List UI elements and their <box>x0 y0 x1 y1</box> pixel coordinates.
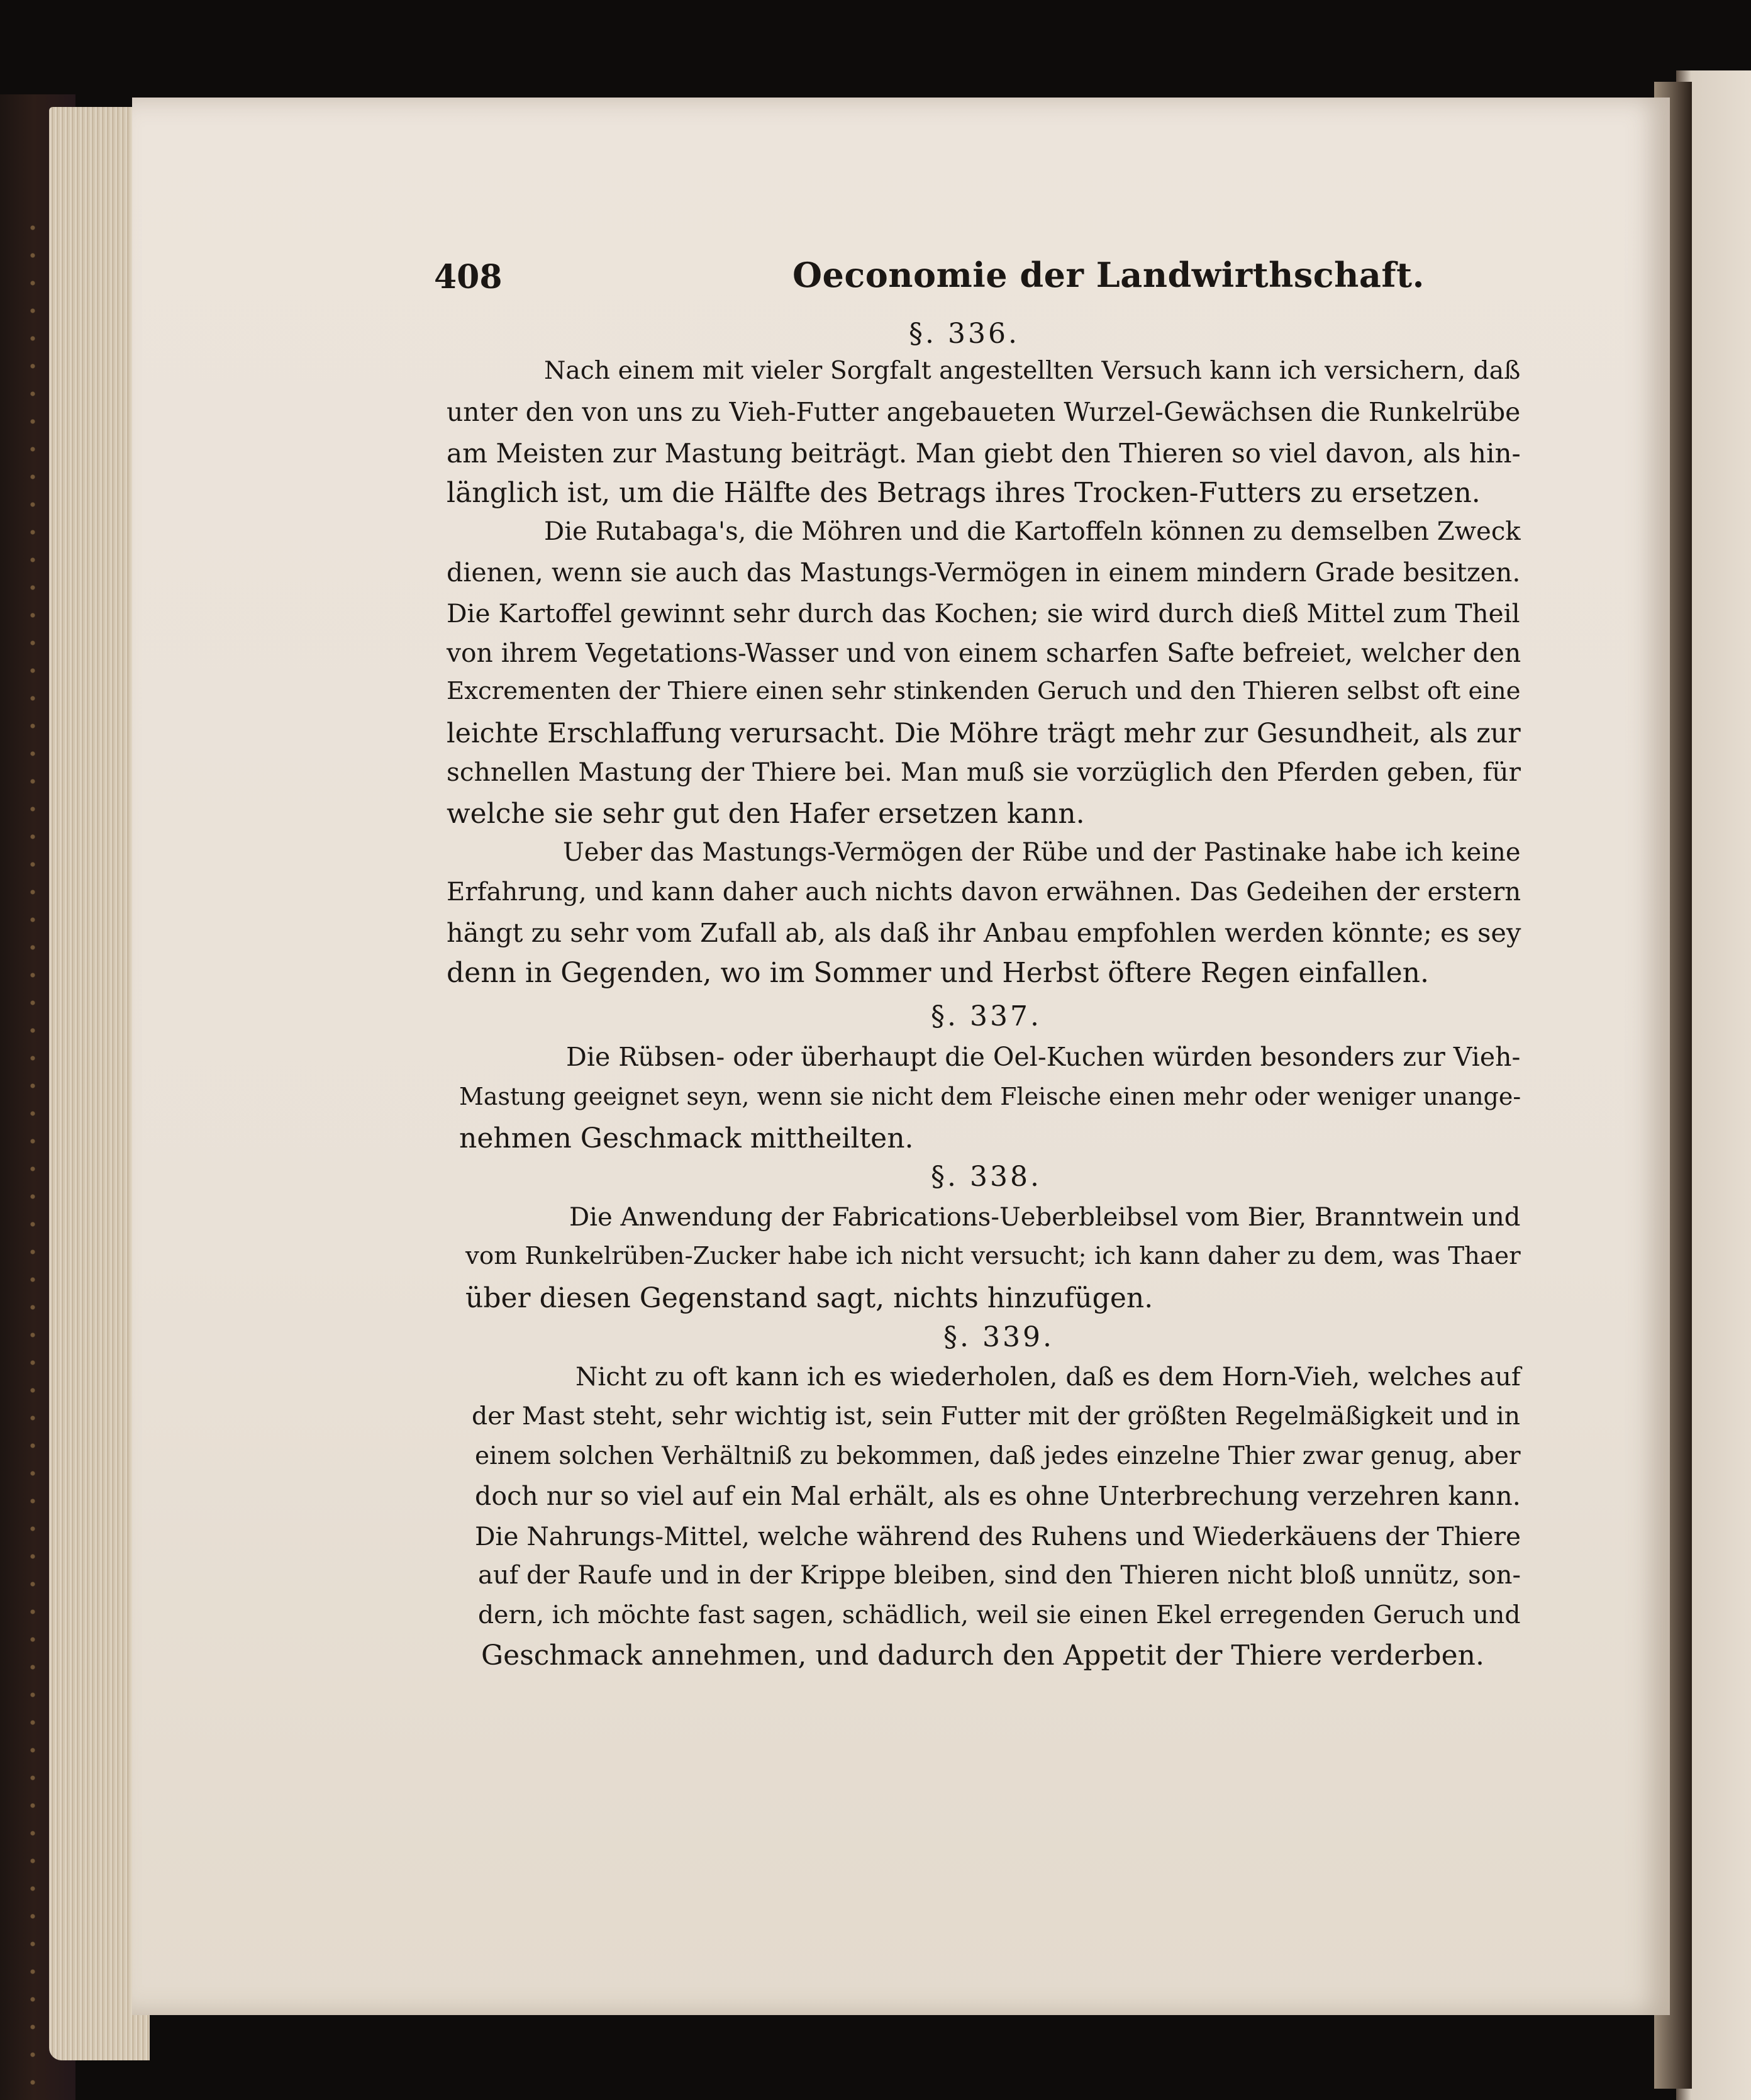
text-line: leichte Erschlaffung verursacht. Die Möhre trägt mehr zur Gesundheit, als zur <box>447 718 1521 749</box>
text-line: doch nur so viel auf ein Mal erhält, als es ohne Unterbrechung verzehren kann. <box>475 1481 1521 1511</box>
section-heading: §. 336. <box>909 318 1020 350</box>
text-line: Die Nahrungs-Mittel, welche während des Ruhens und Wiederkäuens der Thiere <box>475 1521 1521 1551</box>
text-line: dern, ich möchte fast sagen, schädlich, weil sie einen Ekel erregenden Geruch und <box>478 1600 1521 1629</box>
text-line: schnellen Mastung der Thiere bei. Man muß sie vorzüglich den Pferden geben, für <box>447 757 1521 787</box>
text-line: über diesen Gegenstand sagt, nichts hinzufügen. <box>465 1282 1153 1314</box>
text-line: hängt zu sehr vom Zufall ab, als daß ihr Anbau empfohlen werden könnte; es sey <box>447 917 1521 948</box>
text-line: Ueber das Mastungs-Vermögen der Rübe und der Pastinake habe ich keine <box>563 838 1521 867</box>
text-line: Die Kartoffel gewinnt sehr durch das Kochen; sie wird durch dieß Mittel zum Theil <box>447 598 1520 628</box>
text-line: länglich ist, um die Hälfte des Betrags ihres Trocken-Futters zu ersetzen. <box>447 477 1481 509</box>
text-line: von ihrem Vegetations-Wasser und von einem scharfen Safte befreiet, welcher den <box>447 638 1521 668</box>
text-line: der Mast steht, sehr wichtig ist, sein Futter mit der größten Regelmäßigkeit und in <box>472 1402 1520 1431</box>
text-line: welche sie sehr gut den Hafer ersetzen kann. <box>447 798 1085 830</box>
text-line: Nach einem mit vieler Sorgfalt angestellten Versuch kann ich versichern, daß <box>544 357 1521 385</box>
running-head: Oeconomie der Landwirthschaft. <box>792 255 1425 295</box>
spine-ornament <box>14 214 52 2100</box>
text-line: Nicht zu oft kann ich es wiederholen, daß es dem Horn-Vieh, welches auf <box>575 1361 1521 1392</box>
page-number: 408 <box>434 258 503 296</box>
text-line: denn in Gegenden, wo im Sommer und Herbst öftere Regen einfallen. <box>447 957 1429 989</box>
text-line: Erfahrung, und kann daher auch nichts davon erwähnen. Das Gedeihen der erstern <box>447 878 1521 907</box>
text-line: einem solchen Verhältniß zu bekommen, daß jedes einzelne Thier zwar genug, aber <box>475 1442 1521 1470</box>
text-line: am Meisten zur Mastung beiträgt. Man giebt den Thieren so viel davon, als hin- <box>447 438 1521 469</box>
section-heading: §. 339. <box>943 1321 1054 1353</box>
text-line: auf der Raufe und in der Krippe bleiben, sind den Thieren nicht bloß unnütz, son- <box>478 1561 1521 1590</box>
text-line: unter den von uns zu Vieh-Futter angebaueten Wurzel-Gewächsen die Runkelrübe <box>447 397 1521 427</box>
text-line: Die Rübsen- oder überhaupt die Oel-Kuchen würden besonders zur Vieh- <box>566 1042 1521 1072</box>
text-line: Die Rutabaga's, die Möhren und die Kartoffeln können zu demselben Zweck <box>544 517 1521 546</box>
text-line: Excrementen der Thiere einen sehr stinkenden Geruch und den Thieren selbst oft eine <box>447 677 1521 705</box>
text-line: nehmen Geschmack mittheilten. <box>459 1122 914 1154</box>
text-line: Mastung geeignet seyn, wenn sie nicht dem Fleische einen mehr oder weniger unange- <box>459 1083 1521 1110</box>
text-line: vom Runkelrüben-Zucker habe ich nicht versucht; ich kann daher zu dem, was Thaer <box>465 1242 1521 1270</box>
text-line: Geschmack annehmen, und dadurch den Appetit der Thiere verderben. <box>481 1639 1484 1672</box>
section-heading: §. 337. <box>931 1000 1042 1032</box>
section-heading: §. 338. <box>931 1161 1042 1193</box>
text-line: Die Anwendung der Fabrications-Ueberbleibsel vom Bier, Branntwein und <box>569 1203 1521 1232</box>
text-line: dienen, wenn sie auch das Mastungs-Vermögen in einem mindern Grade besitzen. <box>447 557 1521 588</box>
